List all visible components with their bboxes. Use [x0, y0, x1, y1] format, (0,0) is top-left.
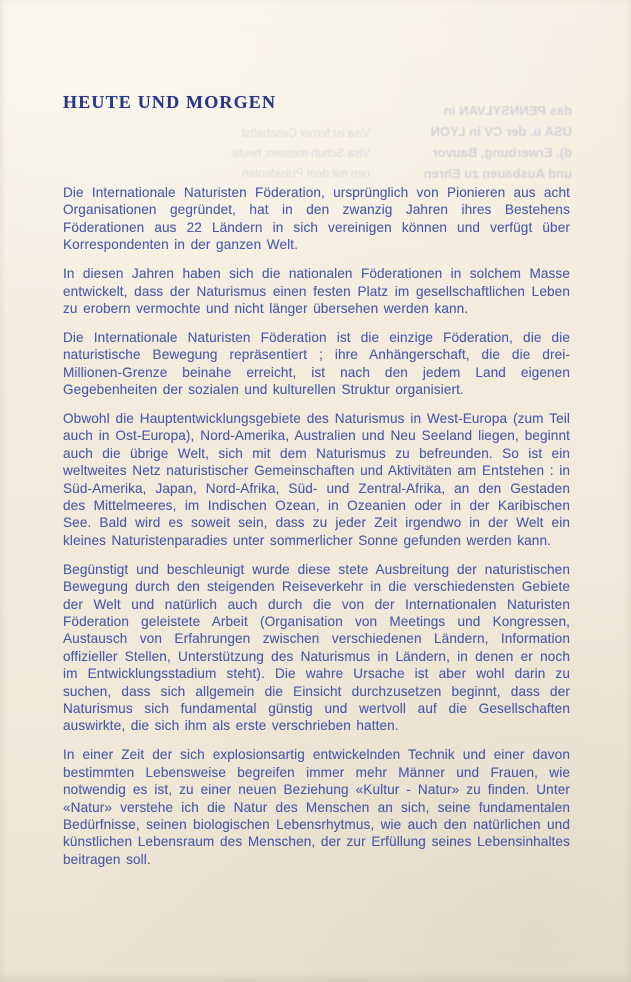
bleedthrough-line: das PENNSYLVAN in — [443, 103, 572, 118]
article — [63, 92, 570, 880]
paragraph-2: In diesen Jahren haben sich die nationalen Föderationen in solchem Masse entwickelt, dass der Naturismus einen festen Platz im gesellschaftlichen Leben zu erobern vermochte und nicht länger übersehen werden kann. — [63, 266, 570, 316]
paragraph-1: Die Internationale Naturisten Föderation, ursprünglich von Pionieren aus acht Organisationen gegründet, hat in den zwanzig Jahren ihres Bestehens Föderationen aus 22 Ländern in sich vereinigen können und verfügt über Korrespondenten in der ganzen Welt. — [63, 185, 570, 253]
paragraph-6: In einer Zeit der sich explosionsartig entwickelnden Technik und einer davon bestimmten Lebensweise begreifen immer mehr Männer und Frauen, wie notwendig es ist, zu einer neuen Beziehung «Kultur - Natur» zu finden. Unter «Natur» verstehe ich die Natur des Menschen an sich, seine fundamentalen Bedürfnisse, seinen biologischen Lebensrhytmus, wie auch den natürlichen und künstlichen Lebensraum des Menschen, der zur Erfüllung seines Lebensinhaltes beitragen soll. — [63, 747, 570, 867]
bleedthrough-line: nen mit dem Präsidenten — [242, 168, 370, 180]
paragraph-5: Begünstigt und beschleunigt wurde diese stete Ausbreitung der naturistischen Bewegung durch den steigenden Reiseverkehr in die verschiedensten Gebiete der Welt und natürlich auch durch die von der Internationalen Naturisten Föderation geleistete Arbeit (Organisation von Meetings und Kongressen, Austausch von Erfahrungen zwischen verschiedenen Ländern, Information offizieller Stellen, Unterstützung des Naturismus in Ländern, in denen er noch im Entwicklungsstadium steht). Die wahre Ursache ist aber wohl darin zu suchen, dass sich allgemein die Einsicht durchzusetzen beginnt, dass der Naturismus sich fundamental günstig und wertvoll auf die Gesellschaften auswirkte, die sich ihm als erste verschrieben hatten. — [63, 561, 570, 734]
page-title: HEUTE UND MORGEN — [63, 92, 277, 112]
article-body — [63, 184, 570, 868]
bleedthrough-line: USA u. der CV in LYON — [430, 124, 572, 139]
paragraph-4: Obwohl die Hauptentwicklungsgebiete des Naturismus in West-Europa (zum Teil auch in Ost-Europa), Nord-Amerika, Australien und Neu Seeland liegen, beginnt auch die übrige Welt, sich mit dem Naturismus zu befreunden. So ist ein weltweites Netz naturistischer Gemeinschaften und Aktivitäten am Entstehen : in Süd-Amerika, Japan, Nord-Afrika, Süd- und Zentral-Afrika, an den Gestaden des Mittelmeeres, im Indischen Ozean, in Ozeanien oder in der Karibischen See. Bald wird es soweit sein, dass zu jeder Zeit irgendwo in der Welt ein kleines Naturistenparadies unter sommerlicher Sonne gefunden werden kann. — [63, 410, 570, 548]
paragraph-3: Die Internationale Naturisten Föderation ist die einzige Föderation, die die naturistische Bewegung repräsentiert ; ihre Anhängerschaft, die die drei-Millionen-Grenze beinahe erreicht, ist nach den jedem Land eigenen Gegebenheiten der sozialen und kulturellen Struktur organisiert. — [63, 329, 570, 398]
bleedthrough-line: und Ausbauen zu Ehren — [423, 166, 572, 181]
bleedthrough-line: Visa-Schuh-messen; heute — [232, 148, 370, 160]
bleedthrough-line: Visa ist ferner Geschäftsf — [241, 128, 370, 140]
bleedthrough-line: d). Erwerbung, Bauvor — [432, 145, 572, 160]
